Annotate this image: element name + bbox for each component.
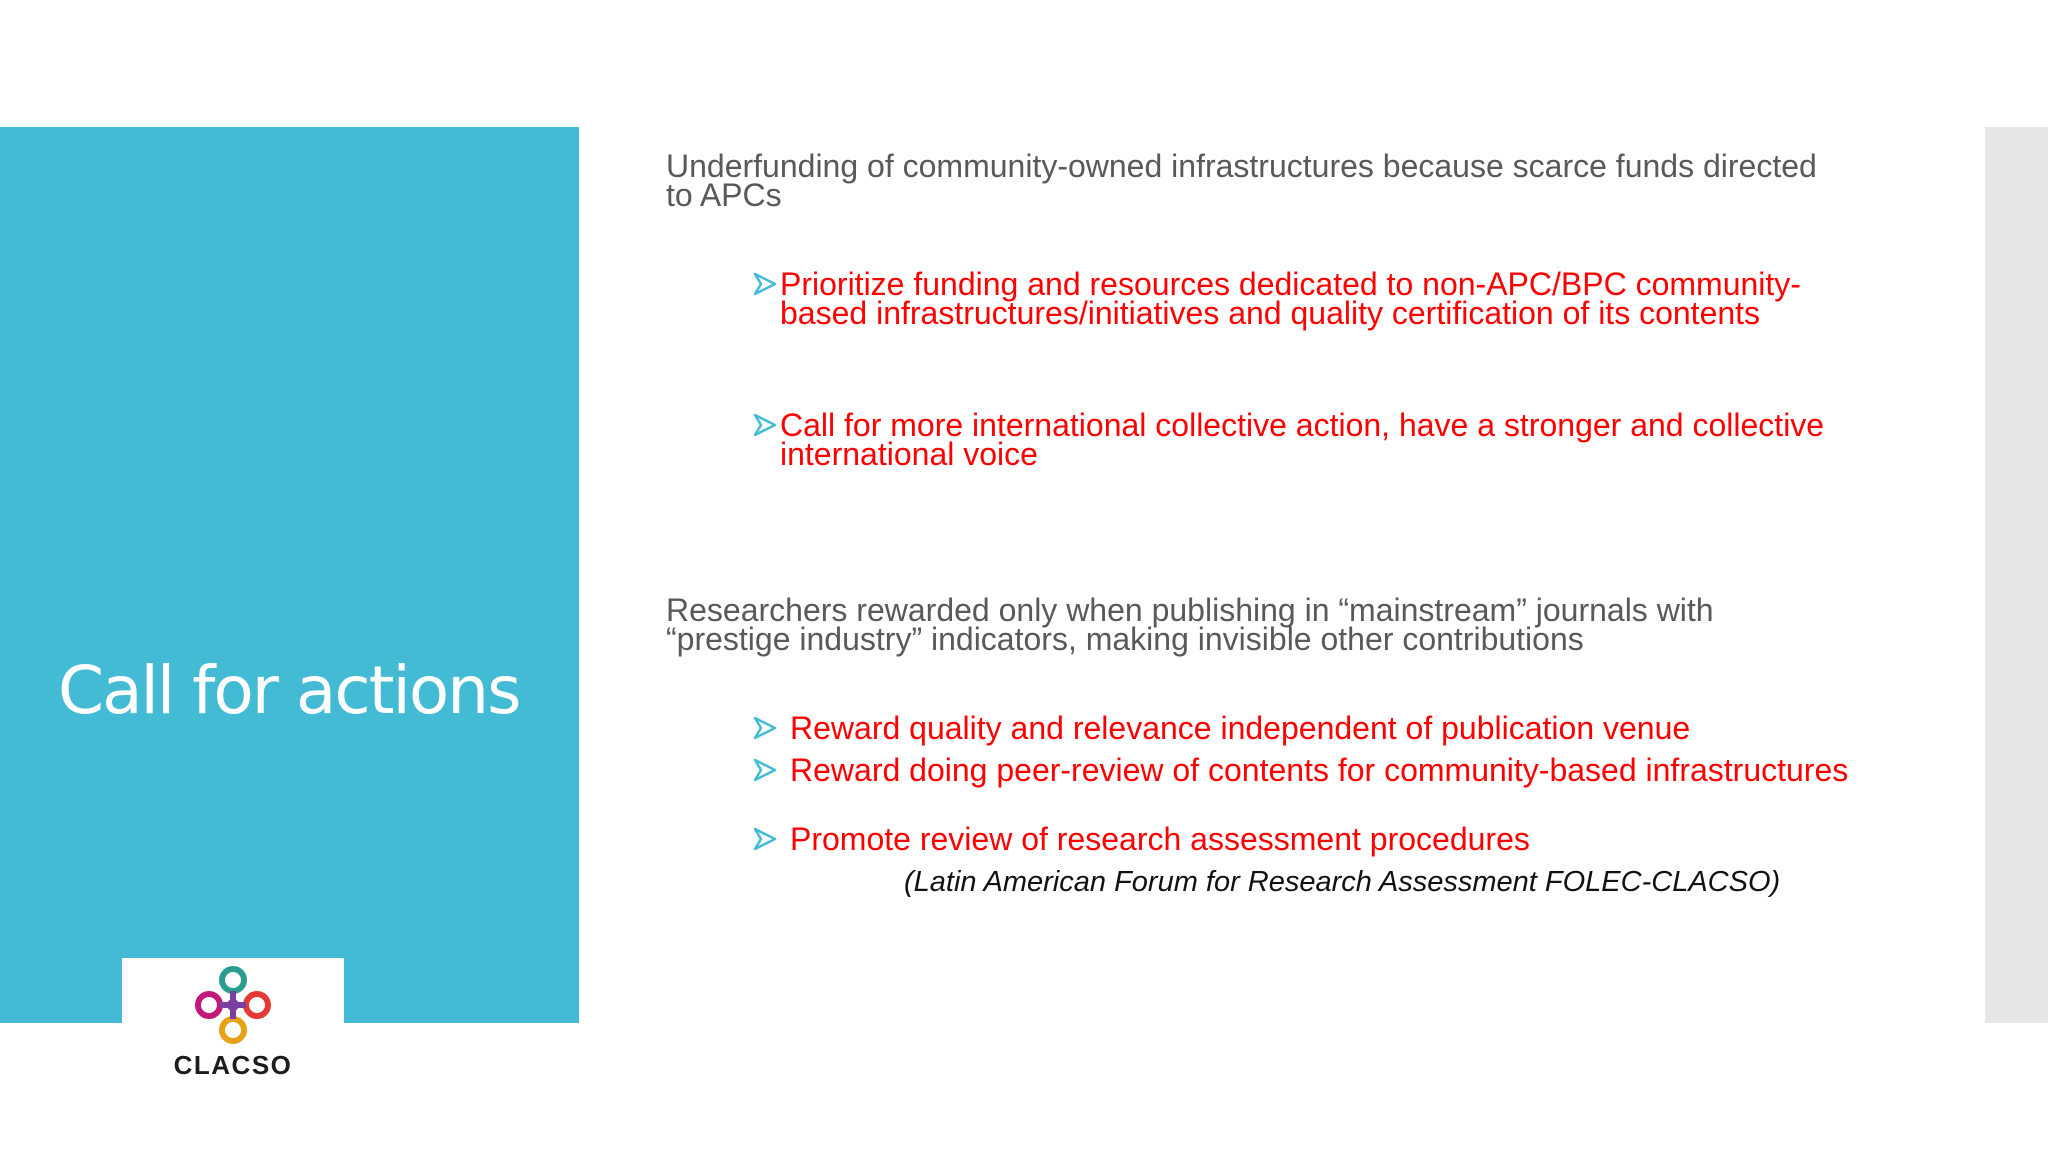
bullet-text: Prioritize funding and resources dedicated to non-APC/BPC community-based infrastructures/initiatives and quality certification of its contents [780, 266, 1801, 331]
bullet-reward-peer-review [752, 752, 1890, 788]
arrowhead-bullet-icon [752, 412, 778, 438]
bullet-collective-action [752, 407, 1880, 472]
bullet-text: Reward doing peer-review of contents for community-based infrastructures [790, 752, 1849, 788]
paragraph-underfunding: Underfunding of community-owned infrastructures because scarce funds directed to APCs [666, 148, 1817, 213]
bullet-text: Promote review of research assessment procedures [790, 821, 1530, 857]
bullet-text: Reward quality and relevance independent of publication venue [790, 710, 1691, 746]
arrowhead-bullet-icon [752, 757, 778, 783]
citation-folec-clacso: (Latin American Forum for Research Assessment FOLEC-CLACSO) [904, 866, 1781, 898]
bullet-promote-review [752, 821, 1890, 857]
bullet-reward-quality [752, 710, 1890, 746]
arrowhead-bullet-icon [752, 826, 778, 852]
slide-title: Call for actions [58, 652, 520, 729]
bullet-prioritize-funding [752, 266, 1880, 331]
arrowhead-bullet-icon [752, 271, 778, 297]
logo-text: CLACSO [173, 1050, 293, 1080]
arrowhead-bullet-icon [752, 715, 778, 741]
bullet-text: Call for more international collective action, have a stronger and collective international voice [780, 407, 1825, 472]
paragraph-researchers-rewarded: Researchers rewarded only when publishing in “mainstream” journals with “prestige industry” indicators, making invisible other contributions [666, 592, 1714, 657]
